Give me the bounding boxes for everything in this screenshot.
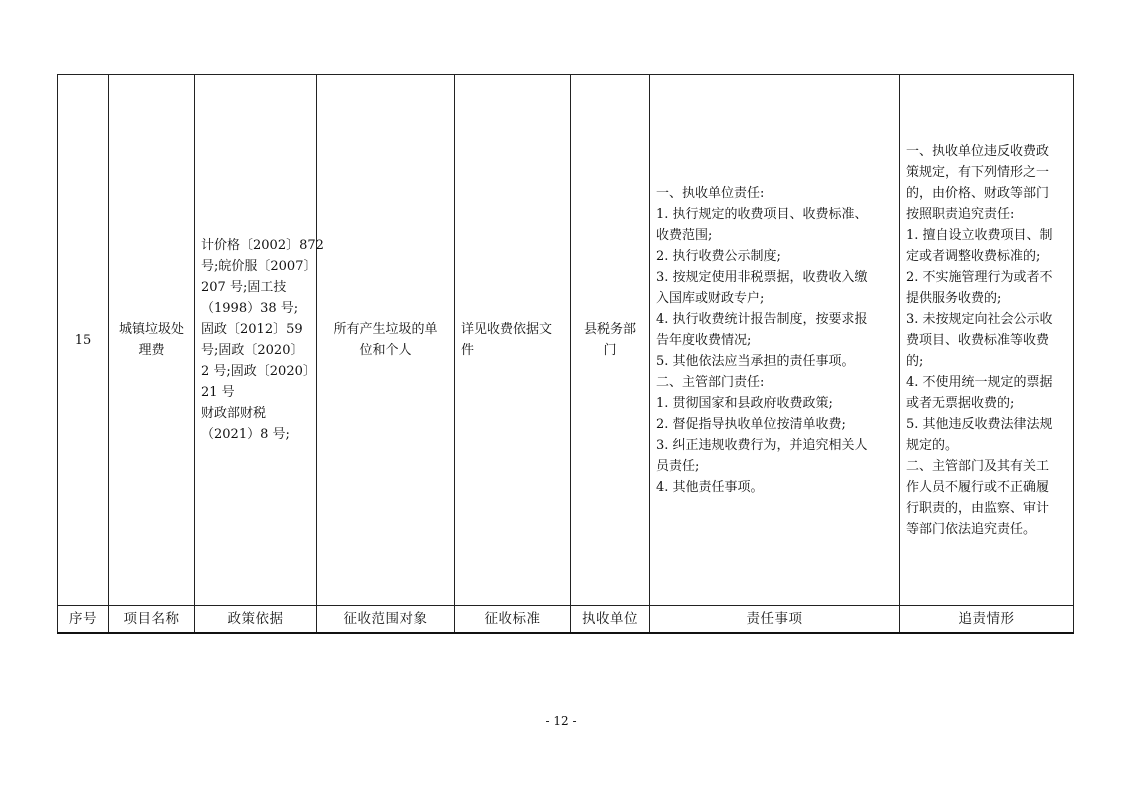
header-accountability: 追责情形	[900, 606, 1074, 634]
cell-line: 按照职责追究责任:	[906, 206, 1015, 222]
cell-line: 所有产生垃圾的单	[333, 322, 438, 337]
header-policy-basis: 政策依据	[195, 606, 317, 634]
cell-line: 一、执收单位违反收费政	[906, 143, 1050, 159]
cell-line: 5. 其他依法应当承担的责任事项。	[656, 353, 855, 369]
cell-line: 1. 擅自设立收费项目、制	[906, 227, 1053, 243]
cell-line: （1998）38 号;	[201, 301, 299, 316]
cell-line: 理费	[138, 343, 165, 358]
cell-line: 固政〔2012〕59	[201, 322, 303, 337]
cell-line: 件	[461, 343, 475, 358]
cell-accountability	[900, 75, 1074, 606]
cell-line: 一、执收单位责任:	[656, 185, 765, 201]
cell-item-name	[109, 75, 195, 606]
cell-line: 策规定，有下列情形之一	[906, 164, 1050, 180]
cell-line: 作人员不履行或不正确履	[906, 479, 1050, 495]
cell-line: 207 号;固工技	[201, 280, 287, 295]
cell-line: 二、主管部门及其有关工	[906, 458, 1050, 474]
cell-line: 4. 执行收费统计报告制度，按要求报	[656, 311, 868, 327]
cell-collecting-unit	[571, 75, 650, 606]
cell-line: 4. 其他责任事项。	[656, 479, 764, 495]
cell-line: 3. 未按规定向社会公示收	[906, 311, 1053, 327]
cell-line: 21 号	[201, 385, 235, 400]
cell-line: 规定的。	[906, 437, 959, 453]
header-standard: 征收标准	[455, 606, 571, 634]
cell-index: 15	[58, 75, 109, 606]
cell-standard	[455, 75, 571, 606]
cell-line: 员责任;	[656, 458, 700, 474]
cell-line: 或者无票据收费的;	[906, 395, 1015, 411]
cell-line: 费项目、收费标准等收费	[906, 332, 1050, 348]
cell-line: 详见收费依据文	[461, 322, 553, 337]
cell-line: 二、主管部门责任:	[656, 374, 765, 390]
cell-line: 入国库或财政专户;	[656, 290, 765, 306]
table-row	[58, 75, 1074, 606]
cell-line: 定或者调整收费标准的;	[906, 248, 1041, 264]
cell-responsibilities	[650, 75, 900, 606]
cell-line: 2 号;固政〔2020〕	[201, 364, 316, 379]
cell-line: 2. 督促指导执收单位按清单收费;	[656, 416, 846, 432]
cell-line: 5. 其他违反收费法律法规	[906, 416, 1053, 432]
header-item-name: 项目名称	[109, 606, 195, 634]
cell-line: 计价格〔2002〕872	[201, 238, 324, 253]
cell-line: 1. 贯彻国家和县政府收费政策;	[656, 395, 833, 411]
cell-line: 的;	[906, 353, 924, 369]
cell-line: （2021）8 号;	[201, 427, 290, 442]
cell-line: 等部门依法追究责任。	[906, 521, 1037, 537]
table-header-row	[58, 606, 1074, 634]
cell-line: 提供服务收费的;	[906, 290, 1002, 306]
cell-line: 的，由价格、财政等部门	[906, 185, 1050, 201]
page-number: - 12 -	[545, 714, 577, 728]
cell-line: 县税务部	[583, 322, 636, 337]
cell-line: 位和个人	[359, 343, 412, 358]
header-index: 序号	[58, 606, 109, 634]
cell-line: 3. 纠正违规收费行为，并追究相关人	[656, 437, 868, 453]
cell-line: 号;固政〔2020〕	[201, 343, 304, 358]
cell-line: 3. 按规定使用非税票据，收费收入缴	[656, 269, 868, 285]
cell-scope	[317, 75, 455, 606]
fee-table	[57, 74, 1074, 634]
cell-line: 1. 执行规定的收费项目、收费标准、	[656, 206, 868, 222]
cell-line: 城镇垃圾处	[118, 322, 184, 337]
cell-line: 告年度收费情况;	[656, 332, 752, 348]
cell-line: 4. 不使用统一规定的票据	[906, 374, 1053, 390]
header-scope: 征收范围对象	[317, 606, 455, 634]
cell-line: 财政部财税	[201, 406, 267, 421]
cell-line: 收费范围;	[656, 227, 713, 243]
cell-line: 门	[603, 343, 617, 358]
cell-policy-basis	[195, 75, 324, 606]
header-collecting-unit: 执收单位	[571, 606, 650, 634]
cell-line: 号;皖价服〔2007〕	[201, 259, 317, 274]
cell-line: 2. 执行收费公示制度;	[656, 248, 781, 264]
cell-line: 2. 不实施管理行为或者不	[906, 269, 1053, 285]
cell-line: 行职责的，由监察、审计	[906, 500, 1050, 516]
header-responsibilities: 责任事项	[650, 606, 900, 634]
